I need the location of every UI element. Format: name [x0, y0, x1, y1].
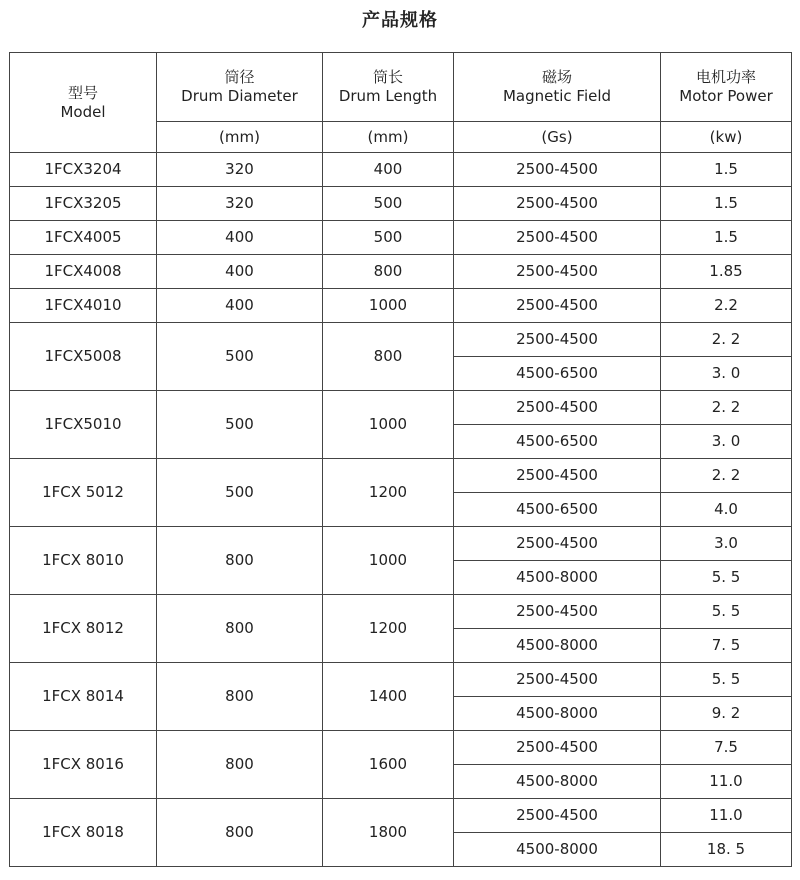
- cell-model: 1FCX3205: [10, 187, 157, 221]
- cell-motor-power: 1.85: [661, 255, 792, 289]
- cell-magnetic-field: 2500-4500: [454, 255, 661, 289]
- cell-diameter: 320: [157, 187, 323, 221]
- cell-magnetic-field: 2500-4500: [454, 799, 661, 833]
- cell-magnetic-field: 4500-6500: [454, 357, 661, 391]
- cell-length: 1800: [323, 799, 454, 867]
- cell-model: 1FCX4005: [10, 221, 157, 255]
- cell-length: 1200: [323, 595, 454, 663]
- cell-model: 1FCX4008: [10, 255, 157, 289]
- spec-table: [9, 52, 792, 867]
- spec-table-container: [9, 52, 792, 867]
- cell-model: 1FCX 8010: [10, 527, 157, 595]
- cell-length: 1600: [323, 731, 454, 799]
- header-model-en: Model: [60, 102, 106, 121]
- header-power-en: Motor Power: [679, 87, 773, 105]
- table-row: [10, 187, 792, 221]
- cell-motor-power: 2.2: [661, 289, 792, 323]
- cell-length: 1000: [323, 391, 454, 459]
- unit-length: (mm): [323, 122, 454, 153]
- header-row: [10, 53, 792, 122]
- header-field-cn: 磁场: [541, 68, 572, 87]
- header-diameter: [157, 53, 323, 122]
- header-power: [661, 53, 792, 122]
- cell-magnetic-field: 2500-4500: [454, 221, 661, 255]
- unit-power: (kw): [661, 122, 792, 153]
- cell-magnetic-field: 4500-8000: [454, 561, 661, 595]
- cell-diameter: 400: [157, 289, 323, 323]
- cell-length: 400: [323, 153, 454, 187]
- cell-diameter: 800: [157, 595, 323, 663]
- cell-length: 1400: [323, 663, 454, 731]
- page-title: 产品规格: [362, 10, 438, 31]
- header-model-cn: 型号: [67, 83, 98, 102]
- table-row: [10, 391, 792, 425]
- cell-motor-power: 7. 5: [661, 629, 792, 663]
- table-row: [10, 255, 792, 289]
- table-row: [10, 323, 792, 357]
- cell-model: 1FCX 8018: [10, 799, 157, 867]
- cell-motor-power: 2. 2: [661, 391, 792, 425]
- cell-length: 1000: [323, 527, 454, 595]
- table-row: [10, 527, 792, 561]
- cell-motor-power: 9. 2: [661, 697, 792, 731]
- cell-model: 1FCX5010: [10, 391, 157, 459]
- cell-diameter: 400: [157, 255, 323, 289]
- cell-diameter: 500: [157, 459, 323, 527]
- cell-length: 800: [323, 255, 454, 289]
- cell-model: 1FCX3204: [10, 153, 157, 187]
- cell-motor-power: 5. 5: [661, 595, 792, 629]
- cell-magnetic-field: 4500-8000: [454, 629, 661, 663]
- cell-motor-power: 3.0: [661, 527, 792, 561]
- cell-model: 1FCX 8016: [10, 731, 157, 799]
- cell-motor-power: 18. 5: [661, 833, 792, 867]
- cell-model: 1FCX 5012: [10, 459, 157, 527]
- header-length: [323, 53, 454, 122]
- header-power-cn: 电机功率: [695, 68, 756, 87]
- cell-motor-power: 3. 0: [661, 425, 792, 459]
- cell-length: 500: [323, 187, 454, 221]
- cell-length: 500: [323, 221, 454, 255]
- cell-magnetic-field: 4500-8000: [454, 697, 661, 731]
- cell-motor-power: 2. 2: [661, 323, 792, 357]
- cell-model: 1FCX5008: [10, 323, 157, 391]
- table-row: [10, 595, 792, 629]
- cell-magnetic-field: 4500-6500: [454, 425, 661, 459]
- table-row: [10, 459, 792, 493]
- cell-diameter: 400: [157, 221, 323, 255]
- cell-motor-power: 1.5: [661, 187, 792, 221]
- cell-magnetic-field: 2500-4500: [454, 289, 661, 323]
- table-row: [10, 799, 792, 833]
- cell-magnetic-field: 2500-4500: [454, 391, 661, 425]
- table-row: [10, 731, 792, 765]
- cell-length: 1000: [323, 289, 454, 323]
- cell-model: 1FCX4010: [10, 289, 157, 323]
- table-row: [10, 221, 792, 255]
- cell-magnetic-field: 4500-8000: [454, 833, 661, 867]
- header-diameter-en: Drum Diameter: [181, 87, 298, 105]
- table-row: [10, 289, 792, 323]
- cell-motor-power: 7.5: [661, 731, 792, 765]
- header-length-cn: 筒长: [372, 68, 403, 87]
- cell-magnetic-field: 2500-4500: [454, 187, 661, 221]
- cell-magnetic-field: 2500-4500: [454, 323, 661, 357]
- cell-magnetic-field: 2500-4500: [454, 459, 661, 493]
- cell-length: 800: [323, 323, 454, 391]
- cell-diameter: 800: [157, 731, 323, 799]
- table-row: [10, 663, 792, 697]
- cell-diameter: 800: [157, 663, 323, 731]
- header-model: [10, 53, 157, 153]
- unit-field: (Gs): [454, 122, 661, 153]
- cell-motor-power: 2. 2: [661, 459, 792, 493]
- cell-magnetic-field: 2500-4500: [454, 595, 661, 629]
- cell-motor-power: 11.0: [661, 765, 792, 799]
- cell-diameter: 320: [157, 153, 323, 187]
- cell-magnetic-field: 2500-4500: [454, 153, 661, 187]
- cell-diameter: 500: [157, 391, 323, 459]
- cell-magnetic-field: 4500-6500: [454, 493, 661, 527]
- table-row: [10, 153, 792, 187]
- cell-motor-power: 5. 5: [661, 561, 792, 595]
- cell-model: 1FCX 8014: [10, 663, 157, 731]
- cell-diameter: 500: [157, 323, 323, 391]
- cell-motor-power: 1.5: [661, 153, 792, 187]
- cell-diameter: 800: [157, 799, 323, 867]
- header-diameter-cn: 筒径: [224, 68, 255, 87]
- spec-table-body: [10, 153, 792, 867]
- cell-motor-power: 11.0: [661, 799, 792, 833]
- cell-motor-power: 5. 5: [661, 663, 792, 697]
- cell-diameter: 800: [157, 527, 323, 595]
- unit-diameter: (mm): [157, 122, 323, 153]
- cell-model: 1FCX 8012: [10, 595, 157, 663]
- cell-magnetic-field: 2500-4500: [454, 663, 661, 697]
- cell-motor-power: 3. 0: [661, 357, 792, 391]
- header-field-en: Magnetic Field: [502, 87, 612, 105]
- cell-length: 1200: [323, 459, 454, 527]
- cell-motor-power: 1.5: [661, 221, 792, 255]
- cell-magnetic-field: 2500-4500: [454, 527, 661, 561]
- cell-motor-power: 4.0: [661, 493, 792, 527]
- header-field: [454, 53, 661, 122]
- cell-magnetic-field: 2500-4500: [454, 731, 661, 765]
- cell-magnetic-field: 4500-8000: [454, 765, 661, 799]
- header-length-en: Drum Length: [338, 87, 438, 105]
